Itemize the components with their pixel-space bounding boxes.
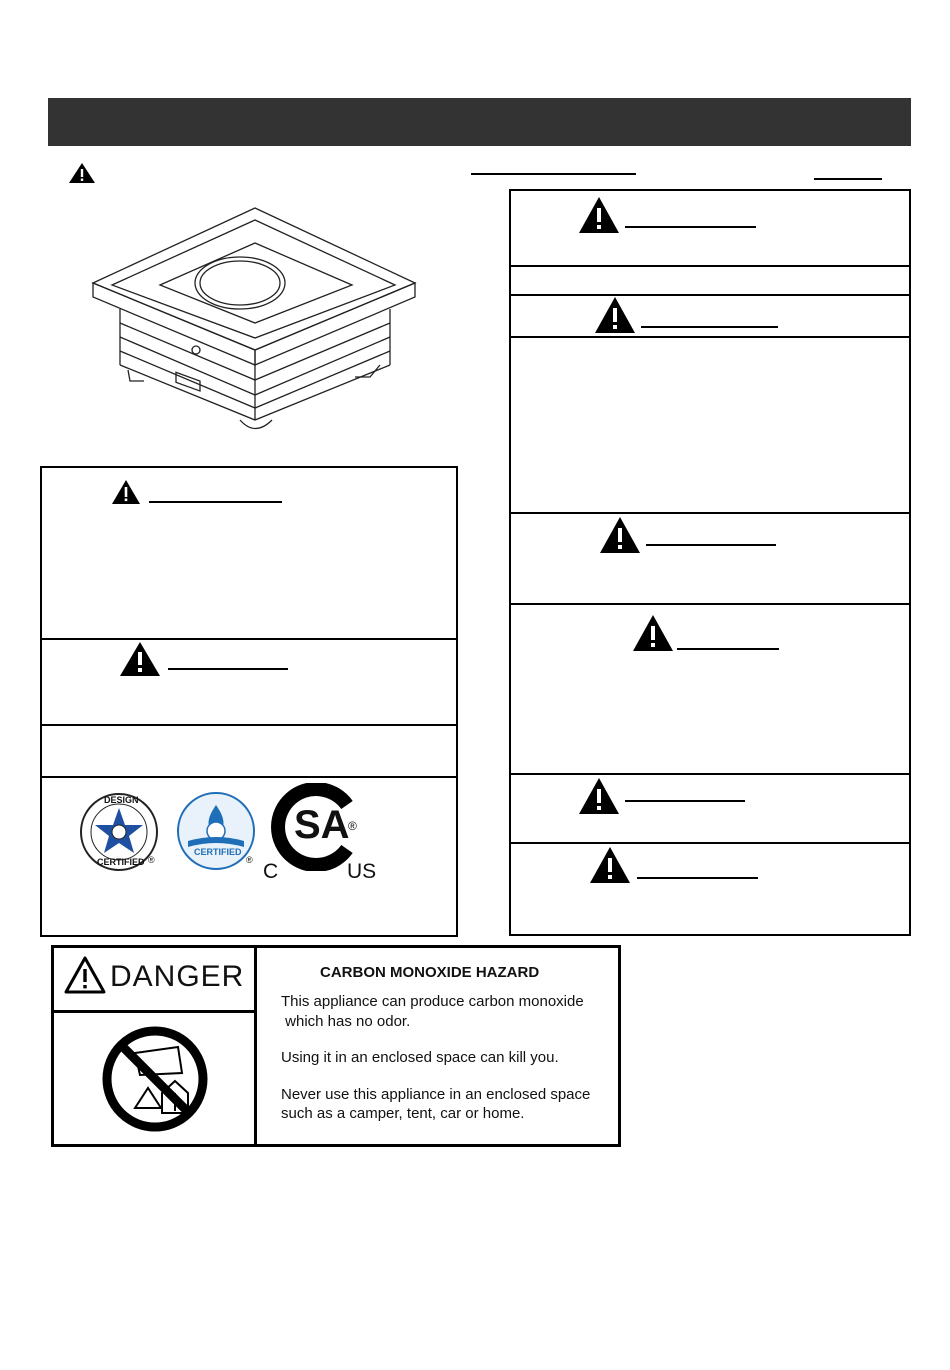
warning-title-underline [637,877,758,879]
right-warning-panel [509,189,911,936]
hazard-title: CARBON MONOXIDE HAZARD [320,964,540,981]
right-divider-1 [509,265,911,267]
no-enclosed-space-pictogram [100,1023,210,1135]
hazard-line-5: such as a camper, tent, car or home. [281,1105,525,1122]
csa-right-text: US [347,860,377,883]
underline-2 [814,178,882,180]
badge1-top-text: DESIGN [104,795,139,805]
right-divider-5 [509,603,911,605]
registered-mark: ® [148,855,155,865]
warning-icon [599,516,641,554]
right-divider-6 [509,773,911,775]
certified-flame-badge [176,791,256,871]
left-divider-3 [40,776,458,778]
warning-icon [578,196,620,234]
warning-icon [578,777,620,815]
hazard-line-2: which has no odor. [281,1013,411,1030]
hazard-line-3: Using it in an enclosed space can kill you. [281,1049,559,1066]
warning-title-underline [168,668,288,670]
right-divider-2 [509,294,911,296]
warning-title-underline [625,226,756,228]
registered-mark: ® [246,855,253,865]
warning-title-underline [641,326,778,328]
hazard-line-4: Never use this appliance in an enclosed space [281,1086,591,1103]
csa-mark-text: SA [294,803,350,847]
danger-label-divider-vertical [254,945,257,1147]
certification-logos [66,783,393,888]
warning-icon [111,479,141,505]
danger-signal-word: DANGER [110,960,245,993]
left-divider-1 [40,638,458,640]
csa-left-text: C [263,860,279,883]
danger-label-divider-horizontal [51,1010,257,1013]
warning-title-underline [646,544,776,546]
header-bar [48,98,911,146]
warning-title-underline [149,501,282,503]
warning-icon [119,641,161,677]
hazard-line-1: This appliance can produce carbon monoxide [281,993,584,1010]
right-divider-3 [509,336,911,338]
warning-icon [594,296,636,334]
registered-mark: ® [348,819,357,833]
warning-icon [632,614,674,652]
warning-icon [68,162,96,184]
warning-title-underline [677,648,779,650]
right-divider-4 [509,512,911,514]
warning-icon [589,846,631,884]
right-divider-7 [509,842,911,844]
badge1-bottom-text: CERTIFIED [97,857,145,867]
danger-warning-icon [64,956,106,994]
left-divider-2 [40,724,458,726]
underline-1 [471,173,636,175]
fire-table-illustration [90,205,420,435]
warning-title-underline [625,800,745,802]
badge2-text: CERTIFIED [194,847,242,857]
